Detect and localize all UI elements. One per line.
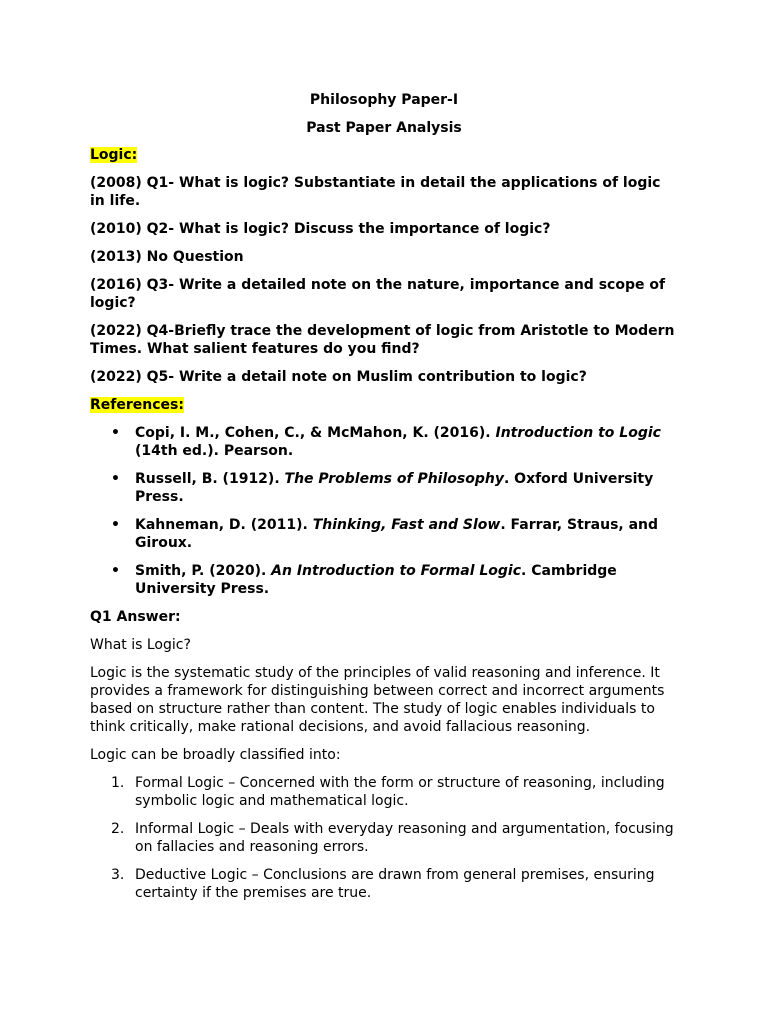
reference-book-title: Thinking, Fast and Slow — [312, 517, 501, 533]
logic-kind-item — [111, 820, 678, 856]
logic-kind-text: Informal Logic – Deals with everyday reasoning and argumentation, focusing on fallacies and reasoning errors. — [135, 821, 674, 855]
reference-book-title: An Introduction to Formal Logic — [271, 563, 522, 579]
logic-kind-text: Deductive Logic – Conclusions are drawn from general premises, ensuring certainty if the premises are true. — [135, 867, 655, 901]
reference-publisher: . Oxford University Press. — [135, 471, 654, 505]
list-number: 1. — [111, 775, 125, 791]
document-title: Philosophy Paper-I — [309, 92, 459, 108]
question-item: (2013) No Question — [90, 249, 244, 265]
bullet-icon: • — [111, 425, 120, 441]
reference-author: Copi, I. M., Cohen, C., & McMahon, K. (2016). — [135, 425, 496, 441]
reference-publisher: . Farrar, Straus, and Giroux. — [135, 517, 659, 551]
answer-question: What is Logic? — [90, 637, 191, 653]
answer-heading: Q1 Answer: — [90, 609, 181, 625]
bullet-icon: • — [111, 471, 120, 487]
reference-book-title: The Problems of Philosophy — [284, 471, 504, 487]
reference-publisher: . Cambridge University Press. — [135, 563, 617, 597]
document-subtitle: Past Paper Analysis — [306, 120, 462, 136]
question-item: (2008) Q1- What is logic? Substantiate in detail the applications of logic in life. — [90, 175, 661, 209]
references-heading: References: — [90, 397, 184, 413]
reference-author: Smith, P. (2020). — [135, 563, 272, 579]
references-list — [90, 424, 678, 598]
reference-item — [111, 424, 678, 460]
logic-kind-item — [111, 866, 678, 902]
question-item: (2022) Q4-Briefly trace the development of logic from Aristotle to Modern Times. What salient features do you find? — [90, 323, 675, 357]
reference-item — [111, 470, 678, 506]
list-number: 2. — [111, 821, 125, 837]
list-number: 3. — [111, 867, 125, 883]
reference-item — [111, 516, 678, 552]
logic-kind-item — [111, 774, 678, 810]
bullet-icon: • — [111, 517, 120, 533]
classification-intro: Logic can be broadly classified into: — [90, 747, 341, 763]
reference-publisher: (14th ed.). Pearson. — [135, 443, 294, 459]
reference-book-title: Introduction to Logic — [495, 425, 661, 441]
question-item: (2016) Q3- Write a detailed note on the nature, importance and scope of logic? — [90, 277, 666, 311]
bullet-icon: • — [111, 563, 120, 579]
logic-kinds-list — [90, 774, 678, 902]
question-item: (2010) Q2- What is logic? Discuss the importance of logic? — [90, 221, 551, 237]
question-item: (2022) Q5- Write a detail note on Muslim contribution to logic? — [90, 369, 587, 385]
logic-heading: Logic: — [90, 147, 138, 163]
answer-paragraph: Logic is the systematic study of the principles of valid reasoning and inference. It provides a framework for distinguishing between correct and incorrect arguments based on structure rather than content. The study of logic enables individuals to think critically, make rational decisions, and avoid fallacious reasoning. — [90, 665, 665, 735]
reference-item — [111, 562, 678, 598]
reference-author: Kahneman, D. (2011). — [135, 517, 313, 533]
logic-kind-text: Formal Logic – Concerned with the form or structure of reasoning, including symbolic logic and mathematical logic. — [135, 775, 665, 809]
reference-author: Russell, B. (1912). — [135, 471, 285, 487]
